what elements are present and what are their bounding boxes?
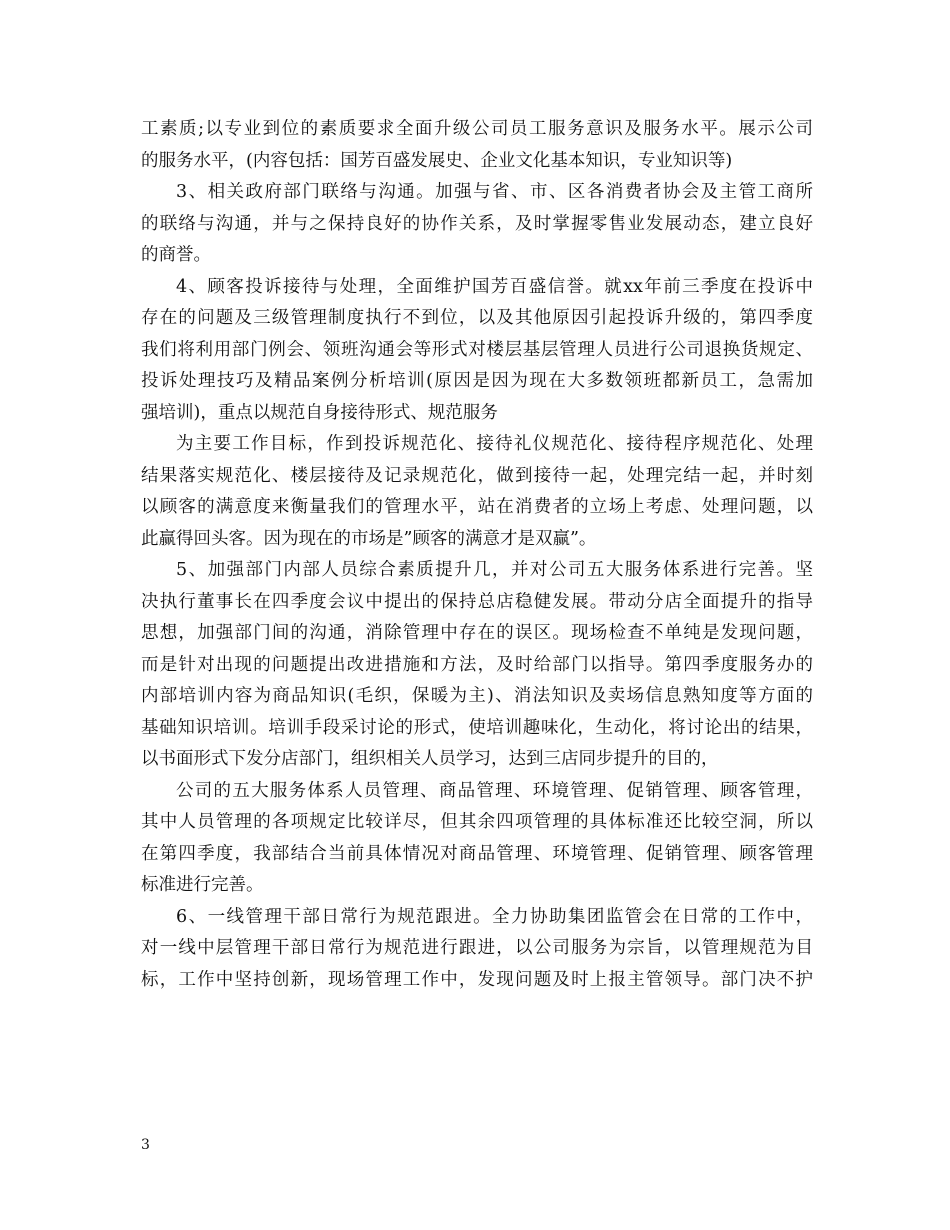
- text-line: 在第四季度，我部结合当前具体情况对商品管理、环境管理、促销管理、顾客管理: [141, 843, 813, 864]
- text-line: 存在的问题及三级管理制度执行不到位，以及其他原因引起投诉升级的，第四季度: [141, 308, 813, 328]
- text-line: 此赢得回头客。因为现在的市场是”顾客的满意才是双赢”。: [141, 528, 597, 549]
- paragraph: [141, 114, 813, 177]
- text-line: 强培训)，重点以规范自身接待形式、规范服务: [141, 402, 498, 423]
- text-line: 公司的五大服务体系人员管理、商品管理、环境管理、促销管理、顾客管理，: [176, 780, 813, 801]
- text-line: 而是针对出现的问题提出改进措施和方法，及时给部门以指导。第四季度服务办的: [141, 654, 813, 675]
- text-line: 3、相关政府部门联络与沟通。加强与省、市、区各消费者协会及主管工商所: [176, 182, 813, 202]
- text-line: 内部培训内容为商品知识(毛织，保暖为主)、消法知识及卖场信息熟知度等方面的: [141, 686, 813, 706]
- text-line: 为主要工作目标，作到投诉规范化、接待礼仪规范化、接待程序规范化、处理: [176, 434, 813, 454]
- text-line: 6、一线管理干部日常行为规范跟进。全力协助集团监管会在日常的工作中，: [176, 906, 813, 927]
- text-line: 以顾客的满意度来衡量我们的管理水平，站在消费者的立场上考虑、处理问题，以: [141, 497, 813, 517]
- text-line: 对一线中层管理干部日常行为规范进行跟进，以公司服务为宗旨，以管理规范为目: [141, 938, 813, 958]
- text-line: 我们将利用部门例会、领班沟通会等形式对楼层基层管理人员进行公司退换货规定、: [141, 339, 813, 360]
- text-line: 的联络与沟通，并与之保持良好的协作关系，及时掌握零售业发展动态，建立良好: [141, 213, 813, 234]
- text-line: 其中人员管理的各项规定比较详尽，但其余四项管理的具体标准还比较空洞，所以: [141, 812, 813, 832]
- text-line: 决执行董事长在四季度会议中提出的保持总店稳健发展。带动分店全面提升的指导: [141, 591, 813, 612]
- body-text: [141, 114, 813, 996]
- paragraph: [141, 429, 813, 555]
- paragraph: [141, 902, 813, 997]
- paragraph: [141, 177, 813, 272]
- text-line: 结果落实规范化、楼层接待及记录规范化，做到接待一起，处理完结一起，并时刻: [141, 465, 813, 486]
- paragraph: [141, 272, 813, 430]
- text-line: 标，工作中坚持创新，现场管理工作中，发现问题及时上报主管领导。部门决不护: [141, 969, 813, 990]
- text-line: 标准进行完善。: [141, 875, 264, 895]
- text-line: 基础知识培训。培训手段采讨论的形式，使培训趣味化，生动化，将讨论出的结果，: [141, 717, 813, 738]
- paragraph: [141, 555, 813, 776]
- text-line: 工素质;以专业到位的素质要求全面升级公司员工服务意识及服务水平。展示公司: [141, 119, 813, 139]
- text-line: 的服务水平，(内容包括：国芳百盛发展史、企业文化基本知识，专业知识等): [141, 150, 733, 171]
- text-line: 投诉处理技巧及精品案例分析培训(原因是因为现在大多数领班都新员工，急需加: [141, 371, 813, 391]
- text-line: 4、顾客投诉接待与处理，全面维护国芳百盛信誉。就xx年前三季度在投诉中: [176, 276, 813, 297]
- text-line: 思想，加强部门间的沟通，消除管理中存在的误区。现场检查不单纯是发现问题，: [141, 623, 813, 643]
- page-number: 3: [141, 1137, 150, 1153]
- text-line: 的商誉。: [141, 245, 211, 265]
- text-line: 5、加强部门内部人员综合素质提升几，并对公司五大服务体系进行完善。坚: [176, 560, 813, 580]
- paragraph: [141, 776, 813, 902]
- text-line: 以书面形式下发分店部门，组织相关人员学习，达到三店同步提升的目的，: [141, 749, 719, 769]
